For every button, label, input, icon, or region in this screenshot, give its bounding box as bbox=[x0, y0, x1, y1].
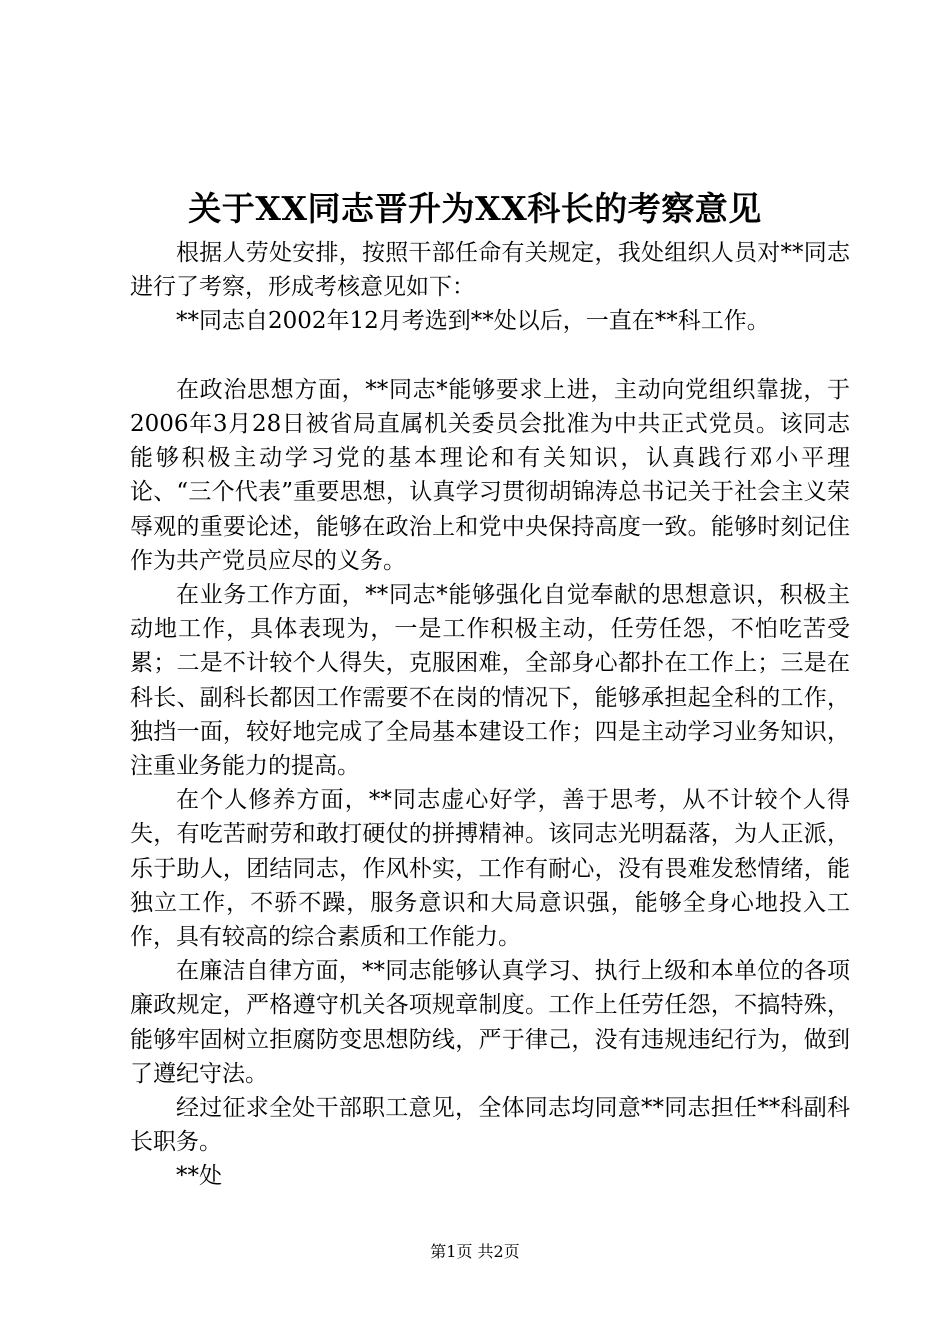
paragraph-intro: 根据人劳处安排，按照干部任命有关规定，我处组织人员对**同志进行了考察，形成考核意见如下： bbox=[130, 240, 850, 301]
paragraph-political: 在政治思想方面，**同志*能够要求上进，主动向党组织靠拢，于2006年3月28日被省局直属机关委员会批准为中共正式党员。该同志能够积极主动学习党的基本理论和有关知识，认真践行邓小平理论、“三个代表”重要思想，认真学习贯彻胡锦涛总书记关于社会主义荣辱观的重要论述，能够在政治上和党中央保持高度一致。能够时刻记住作为共产党员应尽的义务。 bbox=[130, 376, 850, 574]
document-body bbox=[130, 236, 850, 1194]
page-footer: 第1页 共2页 bbox=[430, 1242, 520, 1261]
blank-line bbox=[130, 339, 850, 373]
paragraph-background: **同志自2002年12月考选到**处以后，一直在**科工作。 bbox=[176, 308, 770, 335]
paragraph-integrity: 在廉洁自律方面，**同志能够认真学习、执行上级和本单位的各项廉政规定，严格遵守机关各项规章制度。工作上任劳任怨，不搞特殊，能够牢固树立拒腐防变思想防线，严于律己，没有违规违纪行为，做到了遵纪守法。 bbox=[130, 958, 850, 1087]
paragraph-work: 在业务工作方面，**同志*能够强化自觉奉献的思想意识，积极主动地工作，具体表现为，一是工作积极主动，任劳任怨，不怕吃苦受累；二是不计较个人得失，克服困难，全部身心都扑在工作上；三是在科长、副科长都因工作需要不在岗的情况下，能够承担起全科的工作，独挡一面，较好地完成了全局基本建设工作；四是主动学习业务知识，注重业务能力的提高。 bbox=[130, 582, 850, 780]
signature: **处 bbox=[176, 1163, 222, 1190]
document-title: 关于XX同志晋升为XX科长的考察意见 bbox=[188, 189, 762, 228]
paragraph-conclusion: 经过征求全处干部职工意见，全体同志均同意**同志担任**科副科长职务。 bbox=[130, 1095, 850, 1156]
paragraph-character: 在个人修养方面，**同志虚心好学，善于思考，从不计较个人得失，有吃苦耐劳和敢打硬仗的拼搏精神。该同志光明磊落，为人正派，乐于助人，团结同志，作风朴实，工作有耐心，没有畏难发愁情绪，能独立工作，不骄不躁，服务意识和大局意识强，能够全身心地投入工作，具有较高的综合素质和工作能力。 bbox=[130, 787, 850, 951]
